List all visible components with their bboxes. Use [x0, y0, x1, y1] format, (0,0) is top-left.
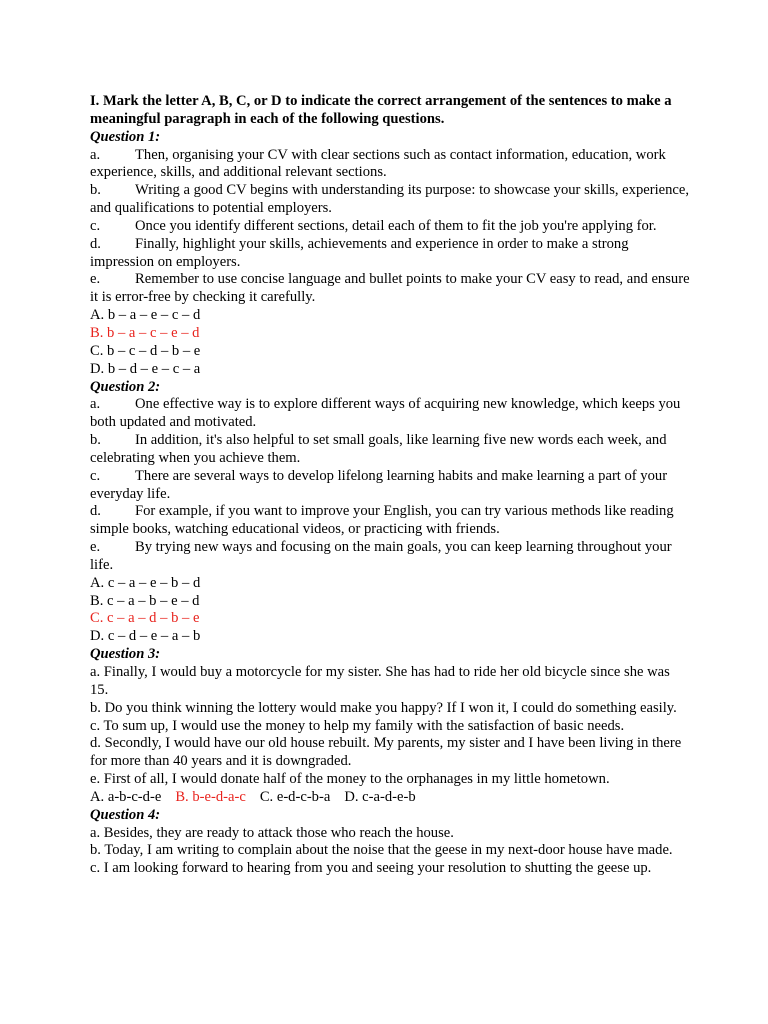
q1-option-b-answer: B. b – a – c – e – d — [90, 324, 200, 341]
q1-item-b — [90, 182, 690, 218]
q2-option-c-answer: C. c – a – d – b – e — [90, 610, 200, 627]
section-heading: I. Mark the letter A, B, C, or D to indicate the correct arrangement of the sentences to make a meaningful paragraph in each of the following questions. — [90, 93, 672, 127]
item-label: d. — [90, 503, 101, 520]
item-label: e. — [90, 539, 101, 556]
item-label: b. — [90, 182, 101, 199]
q1-item-c — [90, 218, 690, 236]
q3-option-d: D. c-a-d-e-b — [344, 788, 416, 805]
item-label: d. — [90, 235, 101, 252]
q1-item-d — [90, 236, 690, 272]
q4-sentence-a: a. Besides, they are ready to attack those who reach the house. — [90, 824, 454, 841]
q3-sentence-b: b. Do you think winning the lottery would make you happy? If I won it, I could do something easily. — [90, 699, 677, 716]
q1-option-c: C. b – c – d – b – e — [90, 342, 201, 359]
question-3-title: Question 3: — [90, 646, 161, 663]
q2-option-d: D. c – d – e – a – b — [90, 628, 201, 645]
item-text: For example, if you want to improve your English, you can try various methods like reading simple books, watching educational videos, or practicing with friends. — [90, 503, 674, 538]
item-text: Writing a good CV begins with understanding its purpose: to showcase your skills, experience, and qualifications to potential employers. — [90, 182, 690, 217]
q2-item-e — [90, 539, 690, 575]
q3-option-a: A. a-b-c-d-e — [90, 788, 162, 805]
q1-option-a: A. b – a – e – c – d — [90, 307, 201, 324]
question-1-title: Question 1: — [90, 128, 161, 145]
q2-item-d — [90, 503, 690, 539]
item-text: Finally, highlight your skills, achievements and experience in order to make a strong impression on employers. — [90, 235, 629, 270]
q3-sentence-c: c. To sum up, I would use the money to help my family with the satisfaction of basic needs. — [90, 717, 625, 734]
item-text: Once you identify different sections, detail each of them to fit the job you're applying for. — [135, 217, 657, 234]
item-text: One effective way is to explore different ways of acquiring new knowledge, which keeps you both updated and motivated. — [90, 396, 681, 431]
q3-sentence-e: e. First of all, I would donate half of the money to the orphanages in my little hometown. — [90, 771, 610, 788]
q1-option-d: D. b – d – e – c – a — [90, 360, 201, 377]
q2-option-a: A. c – a – e – b – d — [90, 574, 201, 591]
q3-option-b-answer: B. b-e-d-a-c — [175, 788, 246, 805]
q2-item-b — [90, 432, 690, 468]
item-label: c. — [90, 217, 101, 234]
q4-sentence-b: b. Today, I am writing to complain about the noise that the geese in my next-door house have made. — [90, 842, 673, 859]
item-label: a. — [90, 396, 101, 413]
q1-item-a — [90, 147, 690, 183]
q2-option-b: B. c – a – b – e – d — [90, 592, 200, 609]
item-label: b. — [90, 432, 101, 449]
q3-sentence-a: a. Finally, I would buy a motorcycle for my sister. She has had to ride her old bicycle since she was 15. — [90, 664, 670, 698]
item-label: a. — [90, 146, 101, 163]
q2-item-a — [90, 396, 690, 432]
question-4-title: Question 4: — [90, 806, 161, 823]
item-label: e. — [90, 271, 101, 288]
item-text: In addition, it's also helpful to set small goals, like learning five new words each week, and celebrating when you achieve them. — [90, 432, 667, 466]
q1-item-e — [90, 271, 690, 307]
q3-option-c: C. e-d-c-b-a — [259, 788, 331, 805]
item-text: Then, organising your CV with clear sections such as contact information, education, work experience, skills, and additional relevant sections. — [90, 146, 666, 181]
question-2-title: Question 2: — [90, 378, 161, 395]
item-label: c. — [90, 467, 101, 484]
q4-sentence-c: c. I am looking forward to hearing from you and seeing your resolution to shutting the geese up. — [90, 860, 652, 877]
item-text: By trying new ways and focusing on the main goals, you can keep learning throughout your life. — [90, 539, 672, 573]
document-page — [90, 93, 690, 878]
item-text: Remember to use concise language and bullet points to make your CV easy to read, and ensure it is error-free by checking it carefully. — [90, 271, 690, 306]
q3-sentence-d: d. Secondly, I would have our old house rebuilt. My parents, my sister and I have been living in there for more than 40 years and it is downgraded. — [90, 735, 682, 770]
item-text: There are several ways to develop lifelong learning habits and make learning a part of your everyday life. — [90, 467, 668, 502]
q2-item-c — [90, 468, 690, 504]
q3-options-row — [90, 789, 690, 807]
